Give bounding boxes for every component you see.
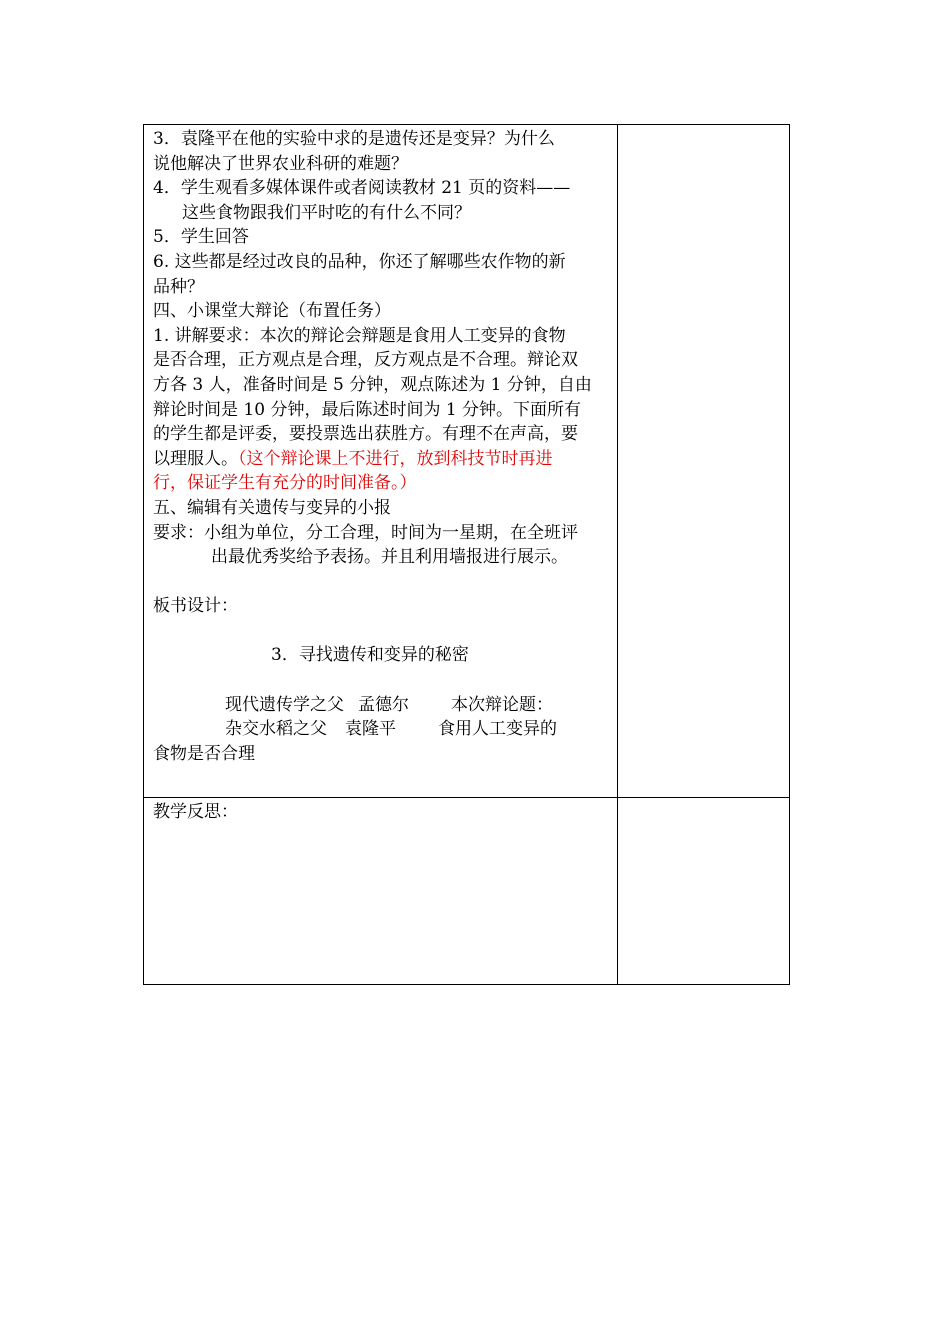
lesson-table	[143, 124, 790, 985]
section-heading: 五、编辑有关遗传与变异的小报	[153, 497, 391, 518]
notes-column-cell	[617, 125, 790, 797]
lesson-content-cell	[153, 127, 611, 766]
text-line: 说他解决了世界农业科研的难题？	[153, 153, 408, 174]
text-segment: 以理服人。	[153, 448, 238, 469]
reflection-label: 教学反思：	[153, 802, 238, 822]
text-line: 是否合理，正方观点是合理，反方观点是不合理。辩论双	[153, 350, 578, 371]
text-line: 3．袁隆平在他的实验中求的是遗传还是变异？为什么	[153, 129, 555, 149]
board-text: 袁隆平	[345, 719, 396, 740]
red-note: （这个辩论课上不进行，放到科技节时再进	[238, 448, 553, 469]
reflection-row	[144, 798, 789, 984]
text-line: 5．学生回答	[153, 227, 249, 248]
text-line: 的学生都是评委，要投票选出获胜方。有理不在声高，要	[153, 424, 578, 445]
text-line: 1. 讲解要求：本次的辩论会辩题是食用人工变异的食物	[153, 325, 566, 346]
board-line: 食物是否合理	[153, 743, 255, 764]
spacer	[153, 668, 611, 693]
text-line: 品种？	[153, 276, 204, 297]
spacer	[153, 619, 611, 644]
text-line-mixed	[153, 447, 611, 472]
board-text: 现代遗传学之父	[225, 694, 344, 715]
board-title: 3．寻找遗传和变异的秘密	[271, 645, 469, 666]
text-line: 要求：小组为单位，分工合理，时间为一星期，在全班评	[153, 522, 578, 543]
text-line: 出最优秀奖给予表扬。并且利用墙报进行展示。	[211, 547, 568, 568]
text-line: 4．学生观看多媒体课件或者阅读教材 21 页的资料——	[153, 178, 571, 199]
board-text: 孟德尔	[358, 694, 409, 715]
lesson-content-row	[144, 125, 789, 798]
board-text: 杂交水稻之父	[225, 719, 327, 740]
text-line: 6. 这些都是经过改良的品种，你还了解哪些农作物的新	[153, 251, 566, 272]
spacer	[153, 570, 611, 595]
board-line	[153, 717, 611, 742]
board-text: 食用人工变异的	[438, 719, 557, 740]
board-line	[153, 693, 611, 718]
board-design-label: 板书设计：	[153, 596, 238, 617]
reflection-notes-cell	[617, 798, 790, 984]
board-text: 本次辩论题：	[451, 694, 553, 715]
text-line: 方各 3 人，准备时间是 5 分钟，观点陈述为 1 分钟，自由	[153, 374, 592, 395]
section-heading: 四、小课堂大辩论（布置任务）	[153, 301, 391, 322]
red-note-line: 行，保证学生有充分的时间准备。）	[153, 473, 417, 494]
text-line: 辩论时间是 10 分钟，最后陈述时间为 1 分钟。下面所有	[153, 399, 582, 420]
text-line: 这些食物跟我们平时吃的有什么不同？	[182, 202, 471, 223]
